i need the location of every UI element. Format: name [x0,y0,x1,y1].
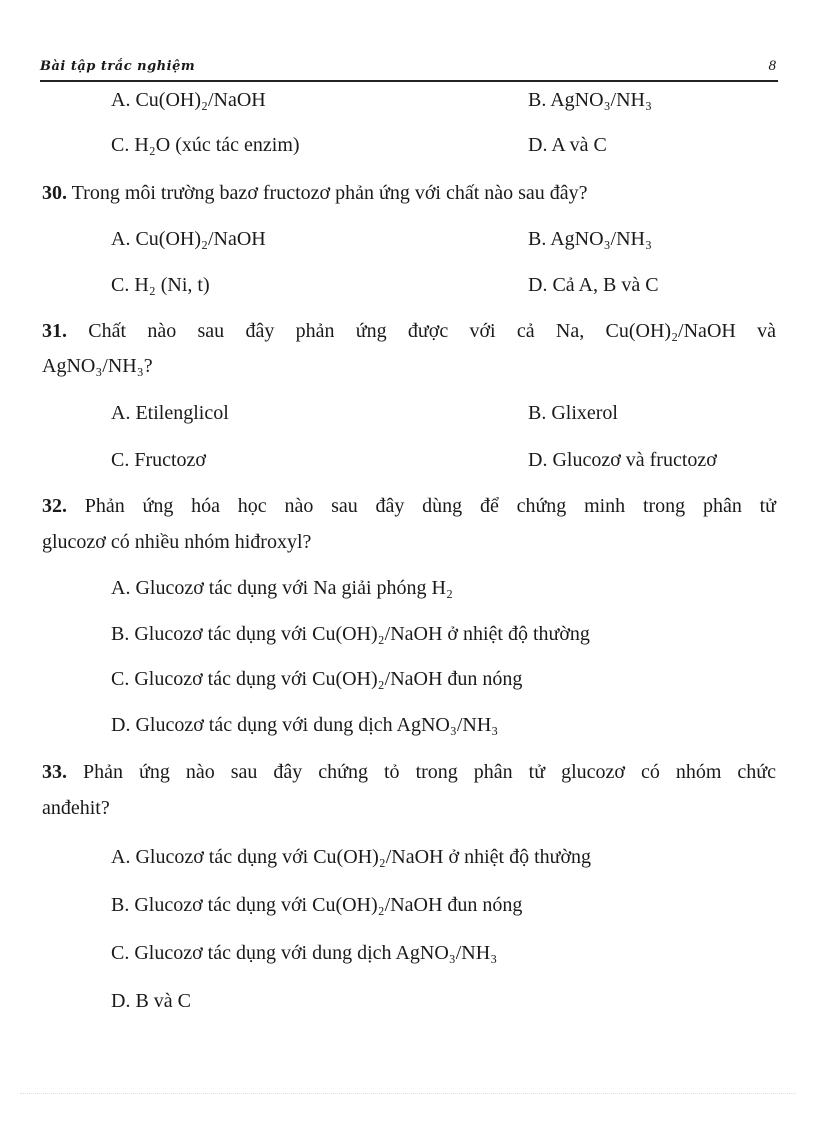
header-title: Bài tập trắc nghiệm [40,59,196,74]
footer-divider [20,1093,796,1094]
q31-option-d: D. Glucozơ và fructozơ [528,449,717,471]
q32-option-c: C. Glucozơ tác dụng với Cu(OH)₂/NaOH đun nóng [111,668,523,690]
q29-option-d: D. A và C [528,134,607,156]
q31-text-line1: Chất nào sau đây phản ứng được với cả Na, Cu(OH)₂/NaOH và [67,320,776,342]
q31-number: 31. [42,320,67,342]
q32-option-d: D. Glucozơ tác dụng với dung dịch AgNO₃/NH₃ [111,714,499,736]
q32-option-a: A. Glucozơ tác dụng với Na giải phóng H₂ [111,577,453,599]
q31-option-c: C. Fructozơ [111,449,207,471]
q30-option-a: A. Cu(OH)₂/NaOH [111,228,266,250]
q31-text-line2: AgNO₃/NH₃? [42,355,153,377]
q30-option-b: B. AgNO₃/NH₃ [528,228,652,250]
q30-option-c: C. H₂ (Ni, t) [111,274,210,296]
q32-text-line2: glucozơ có nhiều nhóm hiđroxyl? [42,531,312,553]
q31-option-b: B. Glixerol [528,402,618,424]
q32-text-line1: Phản ứng hóa học nào sau đây dùng để chứng minh trong phân tử [67,495,776,517]
page-header [40,58,778,82]
q33-option-b: B. Glucozơ tác dụng với Cu(OH)₂/NaOH đun nóng [111,894,523,916]
q33-stem-line1 [42,760,776,784]
q29-option-c: C. H₂O (xúc tác enzim) [111,134,300,156]
q33-number: 33. [42,761,67,783]
q30-text: Trong môi trường bazơ fructozơ phản ứng với chất nào sau đây? [67,182,588,204]
q32-option-b: B. Glucozơ tác dụng với Cu(OH)₂/NaOH ở nhiệt độ thường [111,623,590,645]
q33-option-a: A. Glucozơ tác dụng với Cu(OH)₂/NaOH ở nhiệt độ thường [111,846,592,868]
q30-stem [42,181,776,205]
q33-text-line1: Phản ứng nào sau đây chứng tỏ trong phân tử glucozơ có nhóm chức [67,761,776,783]
q33-option-c: C. Glucozơ tác dụng với dung dịch AgNO₃/NH₃ [111,942,498,964]
q33-option-d: D. B và C [111,990,191,1012]
q29-option-b: B. AgNO₃/NH₃ [528,89,652,111]
q30-option-d: D. Cả A, B và C [528,274,659,296]
page-number: 8 [768,58,776,74]
q29-option-a: A. Cu(OH)₂/NaOH [111,89,266,111]
q30-number: 30. [42,182,67,204]
q33-text-line2: anđehit? [42,797,110,819]
q32-stem-line1 [42,494,776,518]
q31-option-a: A. Etilenglicol [111,402,229,424]
q32-number: 32. [42,495,67,517]
q31-stem-line1 [42,319,776,343]
